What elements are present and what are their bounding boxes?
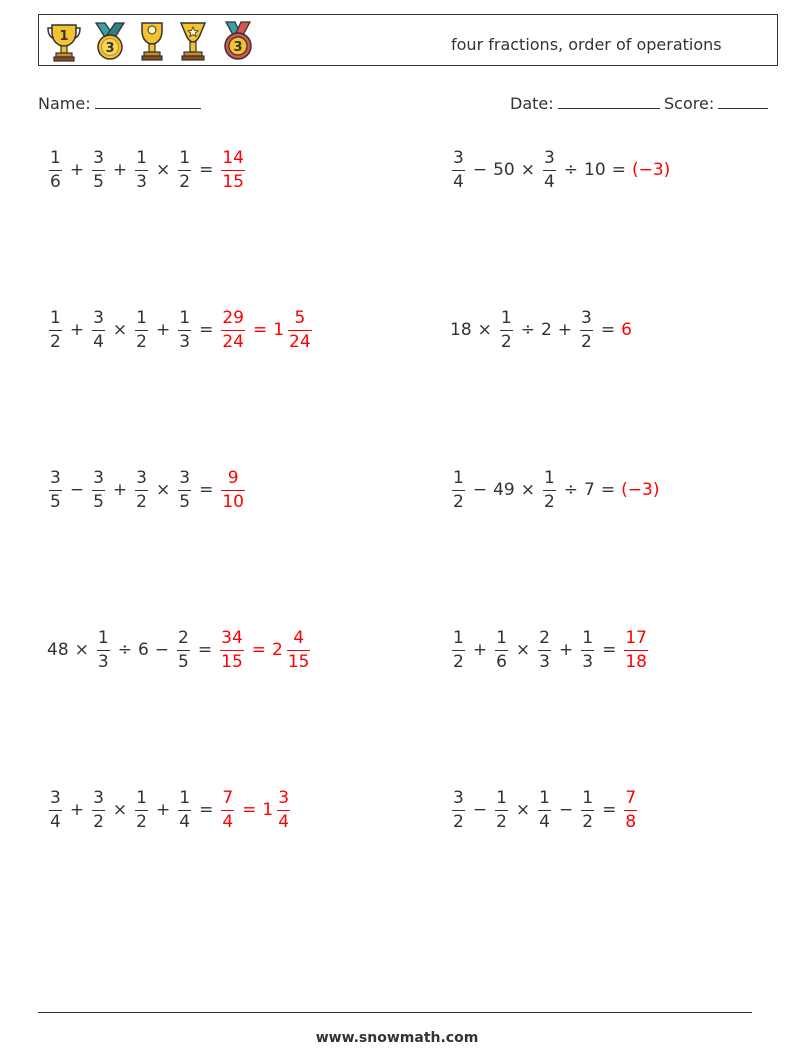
numerator: 3	[453, 787, 464, 808]
denominator: 2	[136, 331, 147, 352]
integer: 6	[137, 640, 149, 660]
fraction	[624, 627, 648, 672]
numerator: 1	[582, 787, 594, 808]
fraction	[49, 787, 62, 832]
denominator: 10	[222, 491, 244, 512]
numerator: 7	[625, 787, 637, 808]
fraction	[178, 307, 191, 352]
fraction	[221, 467, 245, 512]
mixed-number	[261, 787, 293, 832]
integer: 2	[540, 320, 552, 340]
denominator: 2	[50, 331, 61, 352]
denominator: 2	[496, 811, 507, 832]
numerator: 2	[178, 627, 189, 648]
numerator: 1	[539, 787, 550, 808]
problem-5	[46, 464, 248, 516]
operator: −	[472, 800, 488, 820]
operator: =	[252, 320, 268, 340]
numerator: 5	[294, 307, 306, 328]
numerator: 1	[136, 147, 147, 168]
operator: ×	[477, 320, 492, 340]
operator: ×	[515, 640, 531, 660]
whole-part: 2	[272, 640, 283, 660]
fraction	[221, 787, 234, 832]
operator: +	[69, 800, 85, 820]
denominator: 2	[453, 651, 464, 672]
fraction	[543, 467, 556, 512]
denominator: 3	[582, 651, 594, 672]
numerator: 3	[93, 147, 104, 168]
problem-10	[449, 784, 640, 836]
operator: ×	[515, 800, 531, 820]
fraction	[581, 627, 594, 672]
answer	[218, 787, 293, 832]
operator: ×	[155, 160, 171, 180]
problem-9	[46, 784, 293, 836]
numerator: 1	[496, 627, 507, 648]
fraction	[49, 307, 62, 352]
answer-value: 6	[621, 320, 632, 340]
numerator: 1	[453, 467, 464, 488]
problem-7	[46, 624, 313, 676]
denominator: 4	[93, 331, 104, 352]
problem-1	[46, 144, 248, 196]
numerator: 3	[93, 307, 104, 328]
fraction	[178, 467, 191, 512]
score-label: Score:	[664, 94, 715, 113]
numerator: 1	[50, 307, 61, 328]
numerator: 3	[278, 787, 290, 808]
operator: ÷	[520, 320, 535, 340]
fraction	[495, 787, 508, 832]
denominator: 8	[625, 811, 637, 832]
numerator: 4	[293, 627, 305, 648]
operator: =	[199, 480, 214, 500]
fraction	[178, 787, 191, 832]
date-field	[510, 94, 660, 113]
numerator: 3	[50, 467, 61, 488]
medal-3-red-icon	[219, 19, 257, 63]
fraction	[97, 627, 110, 672]
problem-4	[449, 304, 633, 356]
denominator: 5	[179, 491, 191, 512]
numerator: 7	[222, 787, 234, 808]
fraction	[538, 627, 551, 672]
fraction	[221, 307, 245, 352]
problem-3	[46, 304, 315, 356]
numerator: 1	[500, 307, 512, 328]
numerator: 1	[97, 627, 109, 648]
award-icons	[45, 19, 257, 63]
operator: =	[600, 480, 616, 500]
operator: +	[69, 160, 85, 180]
answer-value: (−3)	[621, 480, 660, 500]
operator: =	[197, 640, 213, 660]
integer: 18	[450, 320, 472, 340]
denominator: 5	[93, 171, 104, 192]
operator: +	[69, 320, 85, 340]
operator: +	[112, 160, 128, 180]
denominator: 2	[543, 491, 555, 512]
problem-2	[449, 144, 671, 196]
fraction-part	[288, 307, 312, 352]
fraction	[624, 787, 637, 832]
svg-text:3: 3	[233, 40, 243, 55]
answer	[621, 627, 651, 672]
numerator: 17	[625, 627, 647, 648]
operator: −	[472, 160, 488, 180]
operator: +	[155, 320, 171, 340]
fraction	[49, 467, 62, 512]
operator: =	[611, 160, 626, 180]
fraction	[135, 147, 148, 192]
date-label: Date:	[510, 94, 554, 113]
fraction	[452, 467, 465, 512]
numerator: 34	[221, 627, 243, 648]
trophy-star-icon	[175, 19, 211, 63]
operator: −	[558, 800, 574, 820]
numerator: 3	[136, 467, 147, 488]
operator: ×	[520, 160, 535, 180]
fraction	[135, 787, 148, 832]
denominator: 15	[221, 651, 243, 672]
denominator: 15	[222, 171, 244, 192]
whole-part: 1	[273, 320, 285, 340]
fraction	[92, 147, 105, 192]
operator: ×	[520, 480, 535, 500]
operator: ÷	[117, 640, 132, 660]
fraction	[135, 307, 148, 352]
denominator: 15	[287, 651, 310, 672]
denominator: 4	[278, 811, 290, 832]
numerator: 3	[93, 787, 104, 808]
answer	[621, 787, 640, 832]
integer: 10	[584, 160, 606, 180]
medal-3-blue-icon	[91, 19, 129, 63]
name-label: Name:	[38, 94, 91, 113]
numerator: 3	[453, 147, 464, 168]
fraction	[495, 627, 508, 672]
numerator: 9	[227, 467, 239, 488]
denominator: 4	[543, 171, 555, 192]
integer: 49	[493, 480, 515, 500]
fraction	[92, 787, 105, 832]
numerator: 1	[179, 307, 191, 328]
worksheet-header	[38, 14, 778, 66]
fraction	[220, 627, 244, 672]
denominator: 2	[136, 491, 147, 512]
denominator: 24	[289, 331, 311, 352]
fraction-part	[277, 787, 290, 832]
operator: =	[602, 640, 617, 660]
operator: −	[154, 640, 170, 660]
numerator: 29	[222, 307, 244, 328]
score-field	[664, 94, 768, 113]
fraction	[538, 787, 551, 832]
numerator: 3	[50, 787, 61, 808]
numerator: 14	[222, 147, 244, 168]
operator: ÷	[563, 160, 579, 180]
answer	[218, 307, 314, 352]
name-blank[interactable]	[95, 94, 201, 109]
operator: =	[251, 640, 267, 660]
denominator: 24	[222, 331, 244, 352]
denominator: 3	[136, 171, 147, 192]
mixed-number	[272, 307, 314, 352]
integer: 50	[493, 160, 515, 180]
operator: +	[557, 320, 573, 340]
denominator: 5	[93, 491, 104, 512]
name-field	[38, 94, 201, 113]
operator: +	[112, 480, 128, 500]
numerator: 1	[136, 307, 147, 328]
trophy-1-icon	[45, 19, 83, 63]
numerator: 3	[179, 467, 191, 488]
fraction	[580, 307, 593, 352]
operator: −	[69, 480, 85, 500]
answer	[620, 480, 660, 500]
denominator: 4	[453, 171, 464, 192]
fraction	[221, 147, 245, 192]
operator: −	[472, 480, 488, 500]
numerator: 1	[136, 787, 147, 808]
denominator: 6	[50, 171, 61, 192]
operator: =	[600, 320, 616, 340]
numerator: 1	[453, 627, 464, 648]
fraction	[178, 147, 191, 192]
denominator: 4	[50, 811, 61, 832]
numerator: 3	[543, 147, 555, 168]
numerator: 2	[539, 627, 550, 648]
denominator: 3	[97, 651, 109, 672]
fraction	[543, 147, 556, 192]
answer	[631, 160, 671, 180]
operator: ×	[112, 320, 128, 340]
denominator: 6	[496, 651, 507, 672]
fraction	[452, 147, 465, 192]
fraction	[452, 787, 465, 832]
problem-8	[449, 624, 651, 676]
integer: 48	[47, 640, 69, 660]
operator: =	[199, 160, 214, 180]
answer	[620, 320, 633, 340]
denominator: 2	[93, 811, 104, 832]
score-blank[interactable]	[718, 94, 768, 109]
fraction	[49, 147, 62, 192]
numerator: 1	[496, 787, 507, 808]
operator: =	[242, 800, 257, 820]
denominator: 2	[582, 811, 594, 832]
denominator: 2	[500, 331, 512, 352]
operator: +	[558, 640, 574, 660]
fraction-part	[287, 627, 311, 672]
operator: =	[199, 800, 214, 820]
answer	[217, 627, 313, 672]
operator: =	[602, 800, 617, 820]
integer: 7	[584, 480, 595, 500]
worksheet-title: four fractions, order of operations	[451, 35, 722, 54]
fraction	[92, 307, 105, 352]
footer-divider	[38, 1012, 752, 1013]
fraction	[92, 467, 105, 512]
footer-site: www.snowmath.com	[315, 1030, 479, 1046]
denominator: 5	[50, 491, 61, 512]
denominator: 2	[453, 491, 464, 512]
denominator: 4	[222, 811, 234, 832]
denominator: 3	[179, 331, 191, 352]
mixed-number	[271, 627, 313, 672]
fraction	[452, 627, 465, 672]
denominator: 4	[539, 811, 550, 832]
answer	[218, 147, 248, 192]
operator: ×	[74, 640, 89, 660]
denominator: 2	[179, 171, 191, 192]
denominator: 3	[539, 651, 550, 672]
denominator: 2	[581, 331, 592, 352]
numerator: 1	[179, 147, 191, 168]
operator: =	[199, 320, 214, 340]
operator: +	[472, 640, 488, 660]
fraction	[500, 307, 513, 352]
denominator: 2	[453, 811, 464, 832]
numerator: 3	[93, 467, 104, 488]
numerator: 1	[50, 147, 61, 168]
answer-value: (−3)	[631, 160, 671, 180]
whole-part: 1	[262, 800, 274, 820]
denominator: 5	[178, 651, 189, 672]
date-blank[interactable]	[558, 94, 660, 109]
operator: ×	[155, 480, 171, 500]
denominator: 2	[136, 811, 147, 832]
svg-text:3: 3	[105, 41, 115, 56]
fraction	[135, 467, 148, 512]
answer	[218, 467, 248, 512]
operator: ×	[112, 800, 128, 820]
numerator: 1	[543, 467, 555, 488]
numerator: 1	[179, 787, 191, 808]
denominator: 18	[625, 651, 647, 672]
operator: ÷	[563, 480, 579, 500]
cup-icon	[137, 19, 167, 63]
svg-text:1: 1	[59, 29, 69, 44]
fraction	[177, 627, 190, 672]
denominator: 4	[179, 811, 191, 832]
numerator: 3	[581, 307, 592, 328]
operator: +	[155, 800, 171, 820]
problem-6	[449, 464, 660, 516]
numerator: 1	[582, 627, 594, 648]
fraction	[581, 787, 594, 832]
